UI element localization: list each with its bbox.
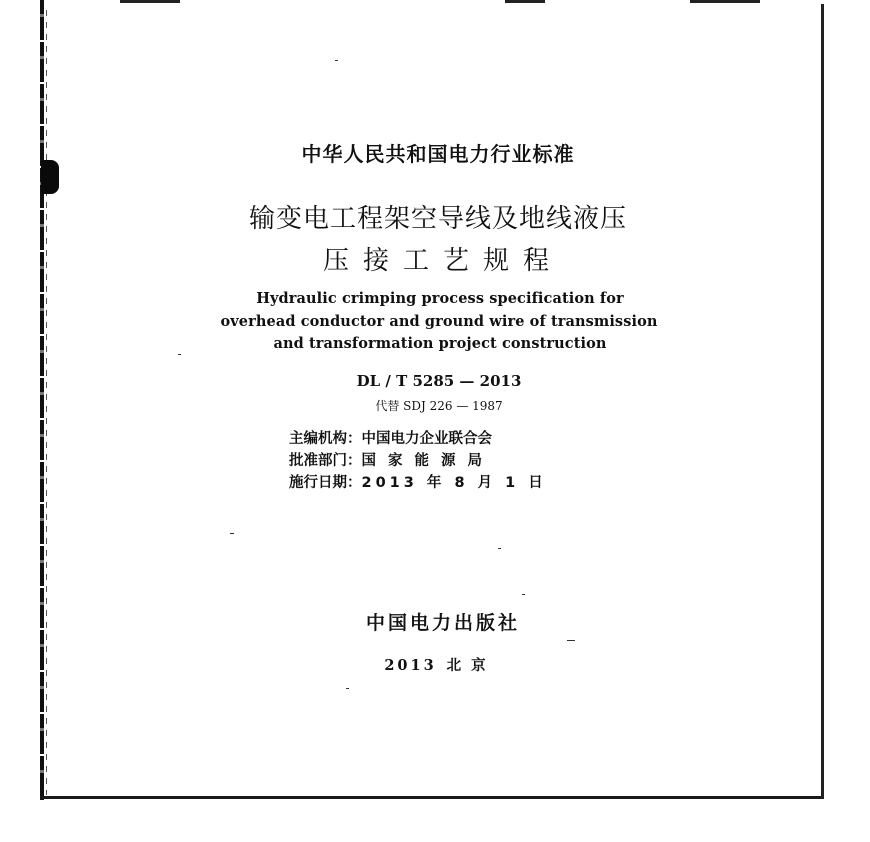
info-value: 国家能源局	[361, 453, 494, 469]
publication-year: 2013	[384, 657, 437, 674]
publisher-name: 中国电力出版社	[365, 612, 520, 634]
scan-speck	[346, 688, 349, 689]
info-label: 施行日期：	[289, 475, 362, 491]
top-scan-mark	[690, 0, 760, 3]
publication-city: 北京	[446, 657, 496, 674]
info-row-editor	[289, 428, 547, 450]
replaces-standard: 代替 SDJ 226 — 1987	[375, 399, 503, 413]
scan-speck	[335, 60, 338, 61]
top-scan-mark	[505, 0, 545, 3]
standard-number: DL / T 5285 — 2013	[356, 372, 522, 390]
info-row-approver	[289, 450, 547, 472]
scan-speck	[567, 640, 575, 641]
scan-speck	[230, 533, 234, 534]
publication-place	[0, 654, 870, 675]
title-english-line-3: and transformation project construction	[273, 335, 607, 352]
scan-speck	[522, 594, 525, 595]
publication-info	[289, 428, 547, 494]
top-scan-mark	[120, 0, 180, 3]
title-english-line-1: Hydraulic crimping process specification for	[256, 290, 624, 307]
bottom-scan-border	[40, 796, 824, 799]
title-english-line-2: overhead conductor and ground wire of transmission	[220, 313, 658, 330]
standard-category-header: 中华人民共和国电力行业标准	[301, 142, 575, 166]
info-label: 批准部门：	[289, 453, 362, 469]
info-row-effective-date	[289, 472, 547, 494]
info-value: 2013 年 8 月 1 日	[361, 475, 547, 491]
info-value: 中国电力企业联合会	[361, 431, 492, 447]
info-label: 主编机构：	[289, 431, 362, 447]
scan-speck	[498, 548, 501, 549]
title-chinese-line-1: 输变电工程架空导线及地线液压	[248, 204, 627, 234]
title-chinese-line-2: 压接工艺规程	[322, 246, 563, 276]
scan-speck	[178, 354, 181, 355]
